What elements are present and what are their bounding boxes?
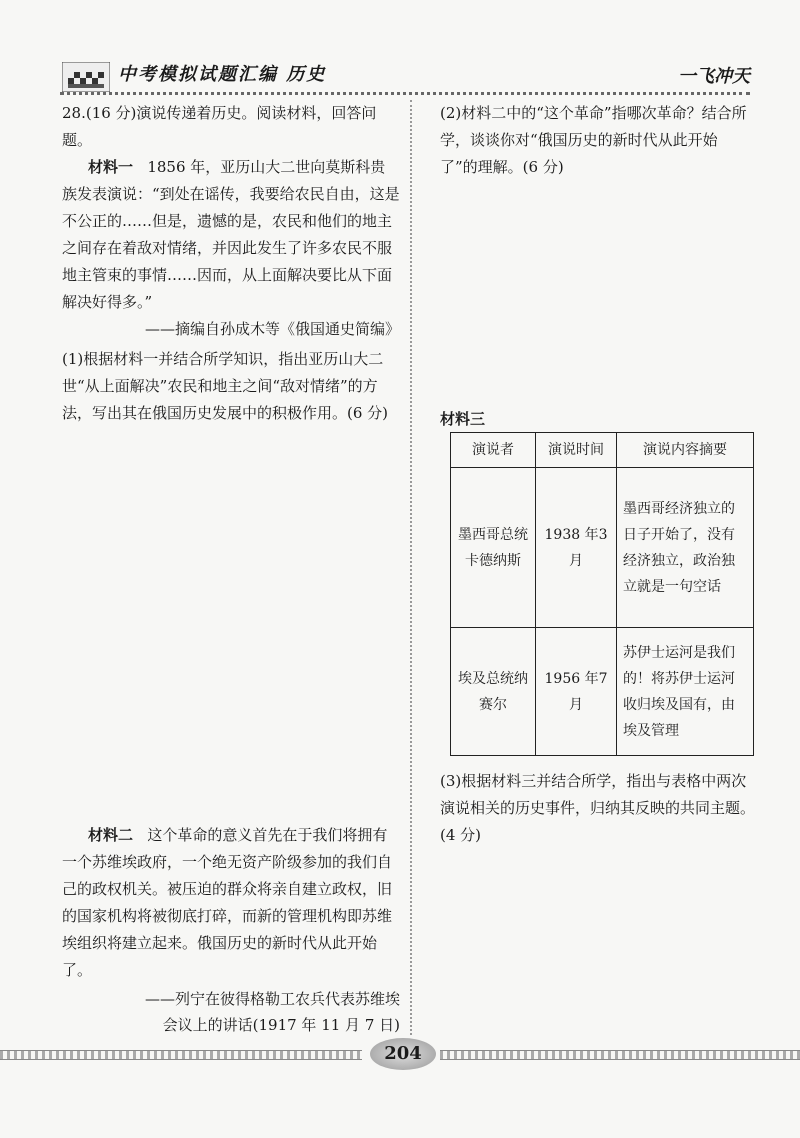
material-one-label: 材料一 — [88, 158, 134, 176]
time-cell: 1938 年3 月 — [536, 468, 617, 628]
question-1: (1)根据材料一并结合所学知识，指出亚历山大二世“从上面解决”农民和地主之间“敌对情绪”的方法，写出其在俄国历史发展中的积极作用。(6 分) — [62, 350, 389, 422]
material-three-label: 材料三 — [440, 410, 486, 428]
page-number: 204 — [370, 1038, 436, 1070]
material-one — [62, 154, 400, 316]
material-two-source-line1: ——列宁在彼得格勒工农兵代表苏维埃 — [144, 990, 400, 1008]
material-two-source-line2: 会议上的讲话(1917 年 11 月 7 日) — [162, 1016, 400, 1034]
brand-name: 一飞冲天 — [678, 66, 750, 87]
table-header-row — [451, 433, 754, 468]
question-28-intro: 28.(16 分)演说传递着历史。阅读材料，回答问题。 — [62, 104, 377, 149]
table-header: 演说者 — [451, 433, 536, 468]
question-2: (2)材料二中的“这个革命”指哪次革命？结合所学，谈谈你对“俄国历史的新时代从此开始了”的理解。(6 分) — [440, 104, 747, 176]
material-three-table — [450, 432, 754, 756]
book-title: 中考模拟试题汇编 历史 — [118, 64, 327, 85]
table-row — [451, 468, 754, 628]
table-header: 演说时间 — [536, 433, 617, 468]
question-3: (3)根据材料三并结合所学，指出与表格中两次演说相关的历史事件，归纳其反映的共同主题。(4 分) — [440, 772, 756, 844]
footer-decoration-left — [0, 1050, 362, 1060]
content-cell: 苏伊士运河是我们的！将苏伊士运河收归埃及国有，由埃及管理 — [617, 628, 754, 756]
table-row — [451, 628, 754, 756]
material-two — [62, 822, 400, 984]
table-header: 演说内容摘要 — [617, 433, 754, 468]
time-cell: 1956 年7 月 — [536, 628, 617, 756]
speaker-cell: 墨西哥总统卡德纳斯 — [451, 468, 536, 628]
column-divider — [410, 100, 412, 1035]
material-one-source: ——摘编自孙成木等《俄国通史简编》 — [144, 320, 400, 338]
checkered-logo-icon — [62, 62, 110, 92]
material-one-text: 1856 年，亚历山大二世向莫斯科贵族发表演说：“到处在谣传，我要给农民自由，这是不公正的……但是，遗憾的是，农民和他们的地主之间存在着敌对情绪，并因此发生了许多农民不服地主管束的事情……因而，从上面解决要比从下面解决好得多。” — [62, 158, 400, 311]
content-cell: 墨西哥经济独立的日子开始了，没有经济独立，政治独立就是一句空话 — [617, 468, 754, 628]
header-divider — [60, 92, 750, 95]
material-two-text: 这个革命的意义首先在于我们将拥有一个苏维埃政府，一个绝无资产阶级参加的我们自己的政权机关。被压迫的群众将亲自建立政权，旧的国家机构将被彻底打碎，而新的管理机构即苏维埃组织将建立起来。俄国历史的新时代从此开始了。 — [62, 826, 393, 979]
speaker-cell: 埃及总统纳赛尔 — [451, 628, 536, 756]
footer-decoration-right — [440, 1050, 800, 1060]
material-two-label: 材料二 — [88, 826, 134, 844]
